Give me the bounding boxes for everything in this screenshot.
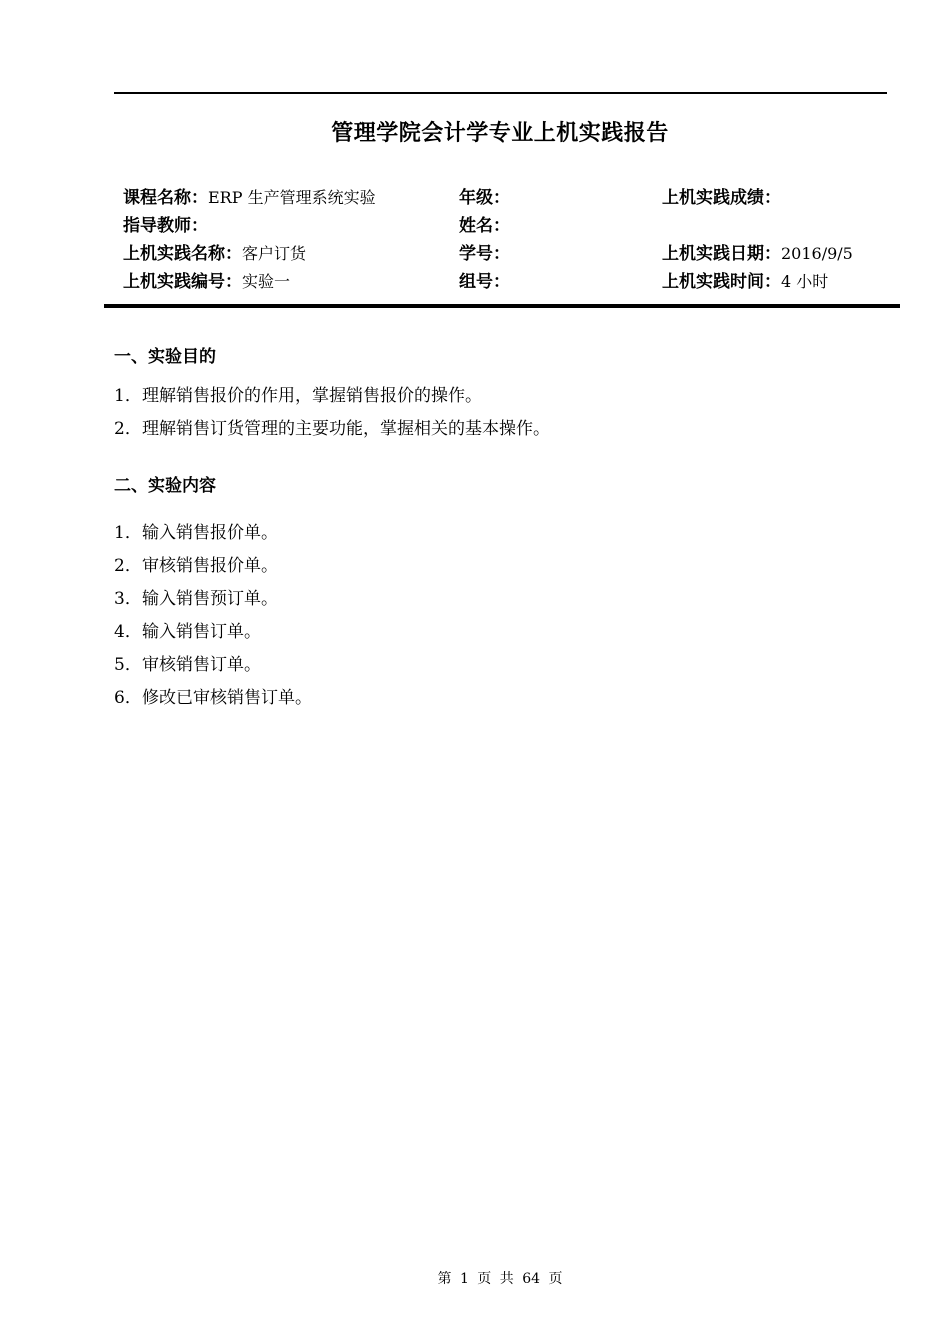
list-item <box>114 413 550 446</box>
list-item-text: 输入销售订单。 <box>142 622 261 642</box>
practice-name-field <box>123 240 306 268</box>
score-label: 上机实践成绩： <box>662 188 781 208</box>
practice-no-value: 实验一 <box>242 272 291 291</box>
list-item-text: 修改已审核销售订单。 <box>142 688 312 708</box>
list-item-number: 1． <box>114 523 142 543</box>
time-label: 上机实践时间： <box>662 272 781 292</box>
name-label: 姓名： <box>459 216 510 236</box>
list-item-number: 2． <box>114 419 142 439</box>
group-label: 组号： <box>459 272 510 292</box>
date-label: 上机实践日期： <box>662 244 781 264</box>
content-list <box>114 517 312 715</box>
practice-no-field <box>123 268 290 296</box>
date-value: 2016/9/5 <box>781 244 853 263</box>
practice-no-label: 上机实践编号： <box>123 272 242 292</box>
time-field <box>662 268 828 296</box>
list-item-number: 6． <box>114 688 142 708</box>
practice-name-label: 上机实践名称： <box>123 244 242 264</box>
list-item-text: 输入销售报价单。 <box>142 523 278 543</box>
grade-label: 年级： <box>459 188 510 208</box>
list-item <box>114 550 312 583</box>
info-row-2 <box>123 212 883 240</box>
list-item-text: 审核销售报价单。 <box>142 556 278 576</box>
student-id-field <box>459 240 510 268</box>
course-value: ERP 生产管理系统实验 <box>208 188 376 207</box>
list-item-number: 4． <box>114 622 142 642</box>
info-row-1 <box>123 184 883 212</box>
list-item <box>114 682 312 715</box>
teacher-field <box>123 212 208 240</box>
list-item-number: 2． <box>114 556 142 576</box>
student-id-label: 学号： <box>459 244 510 264</box>
section-heading-objectives: 一、实验目的 <box>114 347 216 367</box>
list-item-text: 理解销售订货管理的主要功能，掌握相关的基本操作。 <box>142 419 550 439</box>
list-item <box>114 616 312 649</box>
group-field <box>459 268 510 296</box>
list-item <box>114 380 550 413</box>
practice-name-value: 客户订货 <box>242 244 307 263</box>
report-info-grid <box>123 184 883 296</box>
header-bottom-rule <box>104 304 900 308</box>
course-label: 课程名称： <box>123 188 208 208</box>
teacher-label: 指导教师： <box>123 216 208 236</box>
list-item-number: 5． <box>114 655 142 675</box>
list-item-text: 输入销售预订单。 <box>142 589 278 609</box>
grade-field <box>459 184 510 212</box>
info-row-4 <box>123 268 883 296</box>
list-item-text: 理解销售报价的作用，掌握销售报价的操作。 <box>142 386 482 406</box>
page-footer: 第 1 页 共 64 页 <box>437 1271 563 1287</box>
list-item <box>114 649 312 682</box>
list-item-number: 1． <box>114 386 142 406</box>
list-item-number: 3． <box>114 589 142 609</box>
list-item <box>114 517 312 550</box>
header-top-rule <box>114 92 887 94</box>
list-item <box>114 583 312 616</box>
objectives-list <box>114 380 550 446</box>
list-item-text: 审核销售订单。 <box>142 655 261 675</box>
date-field <box>662 240 853 268</box>
score-field <box>662 184 781 212</box>
report-title: 管理学院会计学专业上机实践报告 <box>331 121 669 146</box>
time-value: 4 小时 <box>781 272 829 291</box>
course-field <box>123 184 376 212</box>
section-heading-content: 二、实验内容 <box>114 476 216 496</box>
name-field <box>459 212 510 240</box>
info-row-3 <box>123 240 883 268</box>
